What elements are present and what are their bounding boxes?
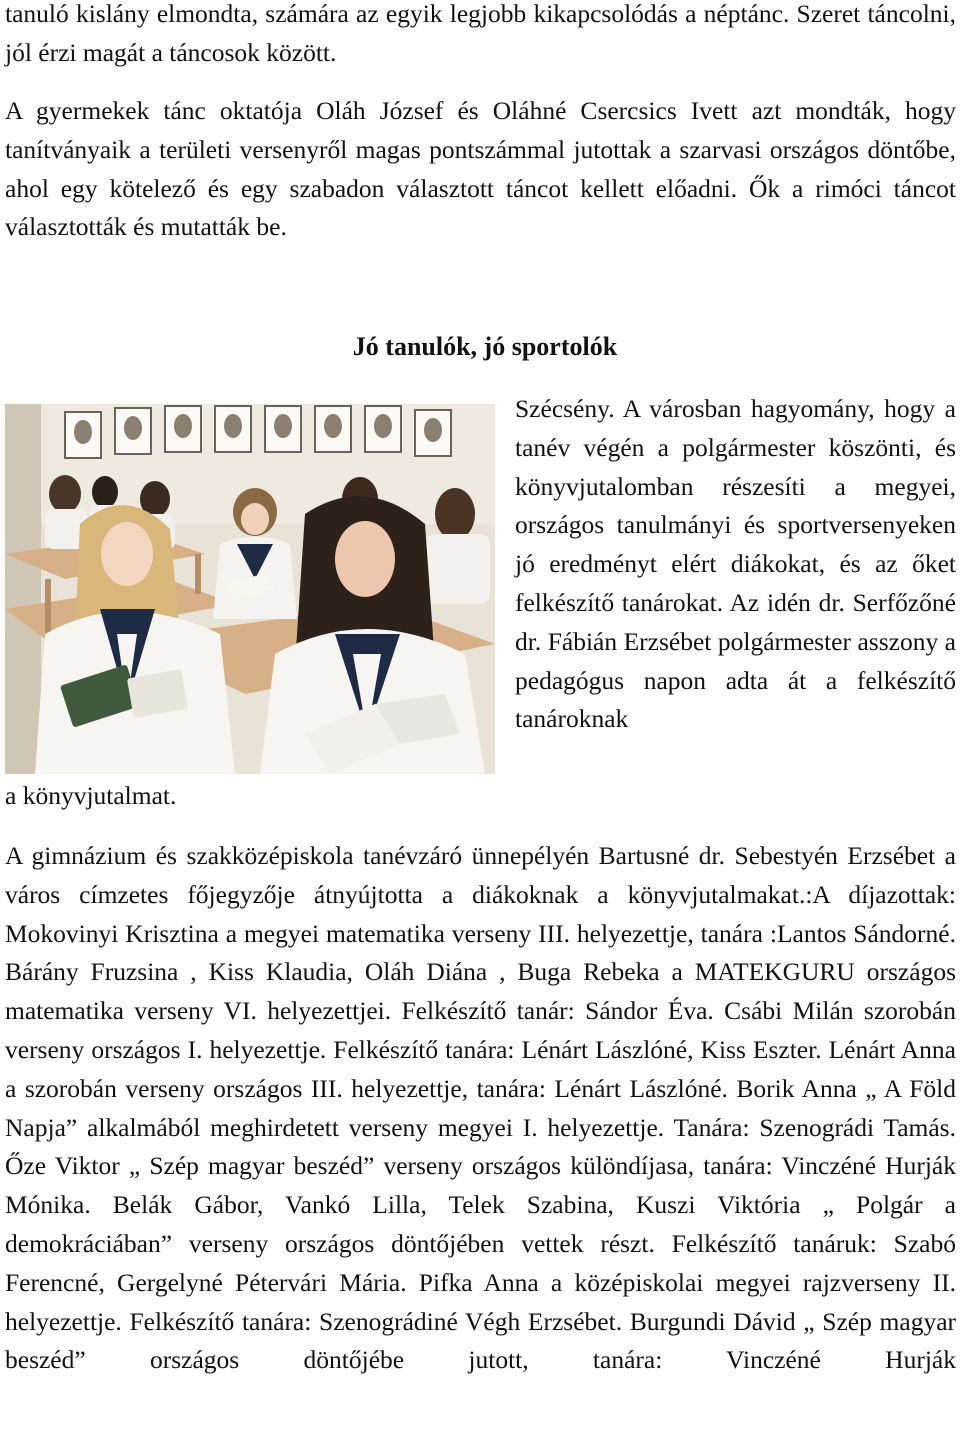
article2-intro-tail: a könyvjutalmat. bbox=[5, 781, 177, 810]
article1-paragraph-1: tanuló kislány elmondta, számára az egyik legjobb kikapcsolódás a néptánc. Szeret táncolni, jól érzi magát a táncosok között. bbox=[5, 0, 956, 67]
article1-paragraph-2: A gyermekek tánc oktatója Oláh József és Oláhné Csercsics Ivett azt mondták, hogy tanítványaik a területi versenyről magas pontszámmal jutottak a szarvasi országos döntőbe, ahol egy kötelező és egy szabadon választott táncot kellett előadni. Ők a rimóci táncot választották és mutatták be. bbox=[5, 96, 956, 242]
article2-title: Jó tanulók, jó sportolók bbox=[352, 332, 618, 361]
students-photo bbox=[5, 404, 495, 774]
article2-body: A gimnázium és szakközépiskola tanévzáró ünnepélyén Bartusné dr. Sebestyén Erzsébet a város címzetes főjegyzője átnyújtotta a diákoknak a könyvjutalmakat.:A díjazottak: Mokovinyi Krisztina a megyei matematika verseny III. helyezettje, tanára :Lantos Sándorné. Bárány Fruzsina , Kiss Klaudia, Oláh Diána , Buga Rebeka a MATEKGURU országos matematika verseny VI. helyezettjei. Felkészítő tanár: Sándor Éva. Csábi Milán szorobán verseny országos I. helyezettje. Felkészítő tanára: Lénárt Lászlóné, Kiss Eszter. Lénárt Anna a szorobán verseny országos III. helyezettje, tanára: Lénárt Lászlóné. Borik Anna „ A Föld Napja” alkalmából meghirdetett verseny megyei I. helyezettje. Tanára: Szenográdi Tamás. Őze Viktor „ Szép magyar beszéd” verseny országos különdíjasa, tanára: Vinczéné Hurják Mónika. Belák Gábor, Vankó Lilla, Telek Szabina, Kuszi Viktória „ Polgár a demokráciában” verseny országos döntőjében vettek részt. Felkészítő tanáruk: Szabó Ferencné, Gergelyné Pétervári Mária. Pifka Anna a középiskolai megyei rajzverseny II. helyezettje. Felkészítő tanára: Szenográdiné Végh Erzsébet. Burgundi Dávid „ Szép magyar beszéd” országos döntőjébe jutott, tanára: Vinczéné Hurják bbox=[5, 841, 956, 1375]
article2-intro: Szécsény. A városban hagyomány, hogy a tanév végén a polgármester köszönti, és könyvjutalomban részesíti a megyei, országos tanulmányi és sportversenyeken jó eredményt elért diákokat, és az őket felkészítő tanárokat. Az idén dr. Serfőzőné dr. Fábián Erzsébet polgármester asszony a pedagógus napon adta át a felkészítő tanároknak bbox=[515, 394, 956, 734]
